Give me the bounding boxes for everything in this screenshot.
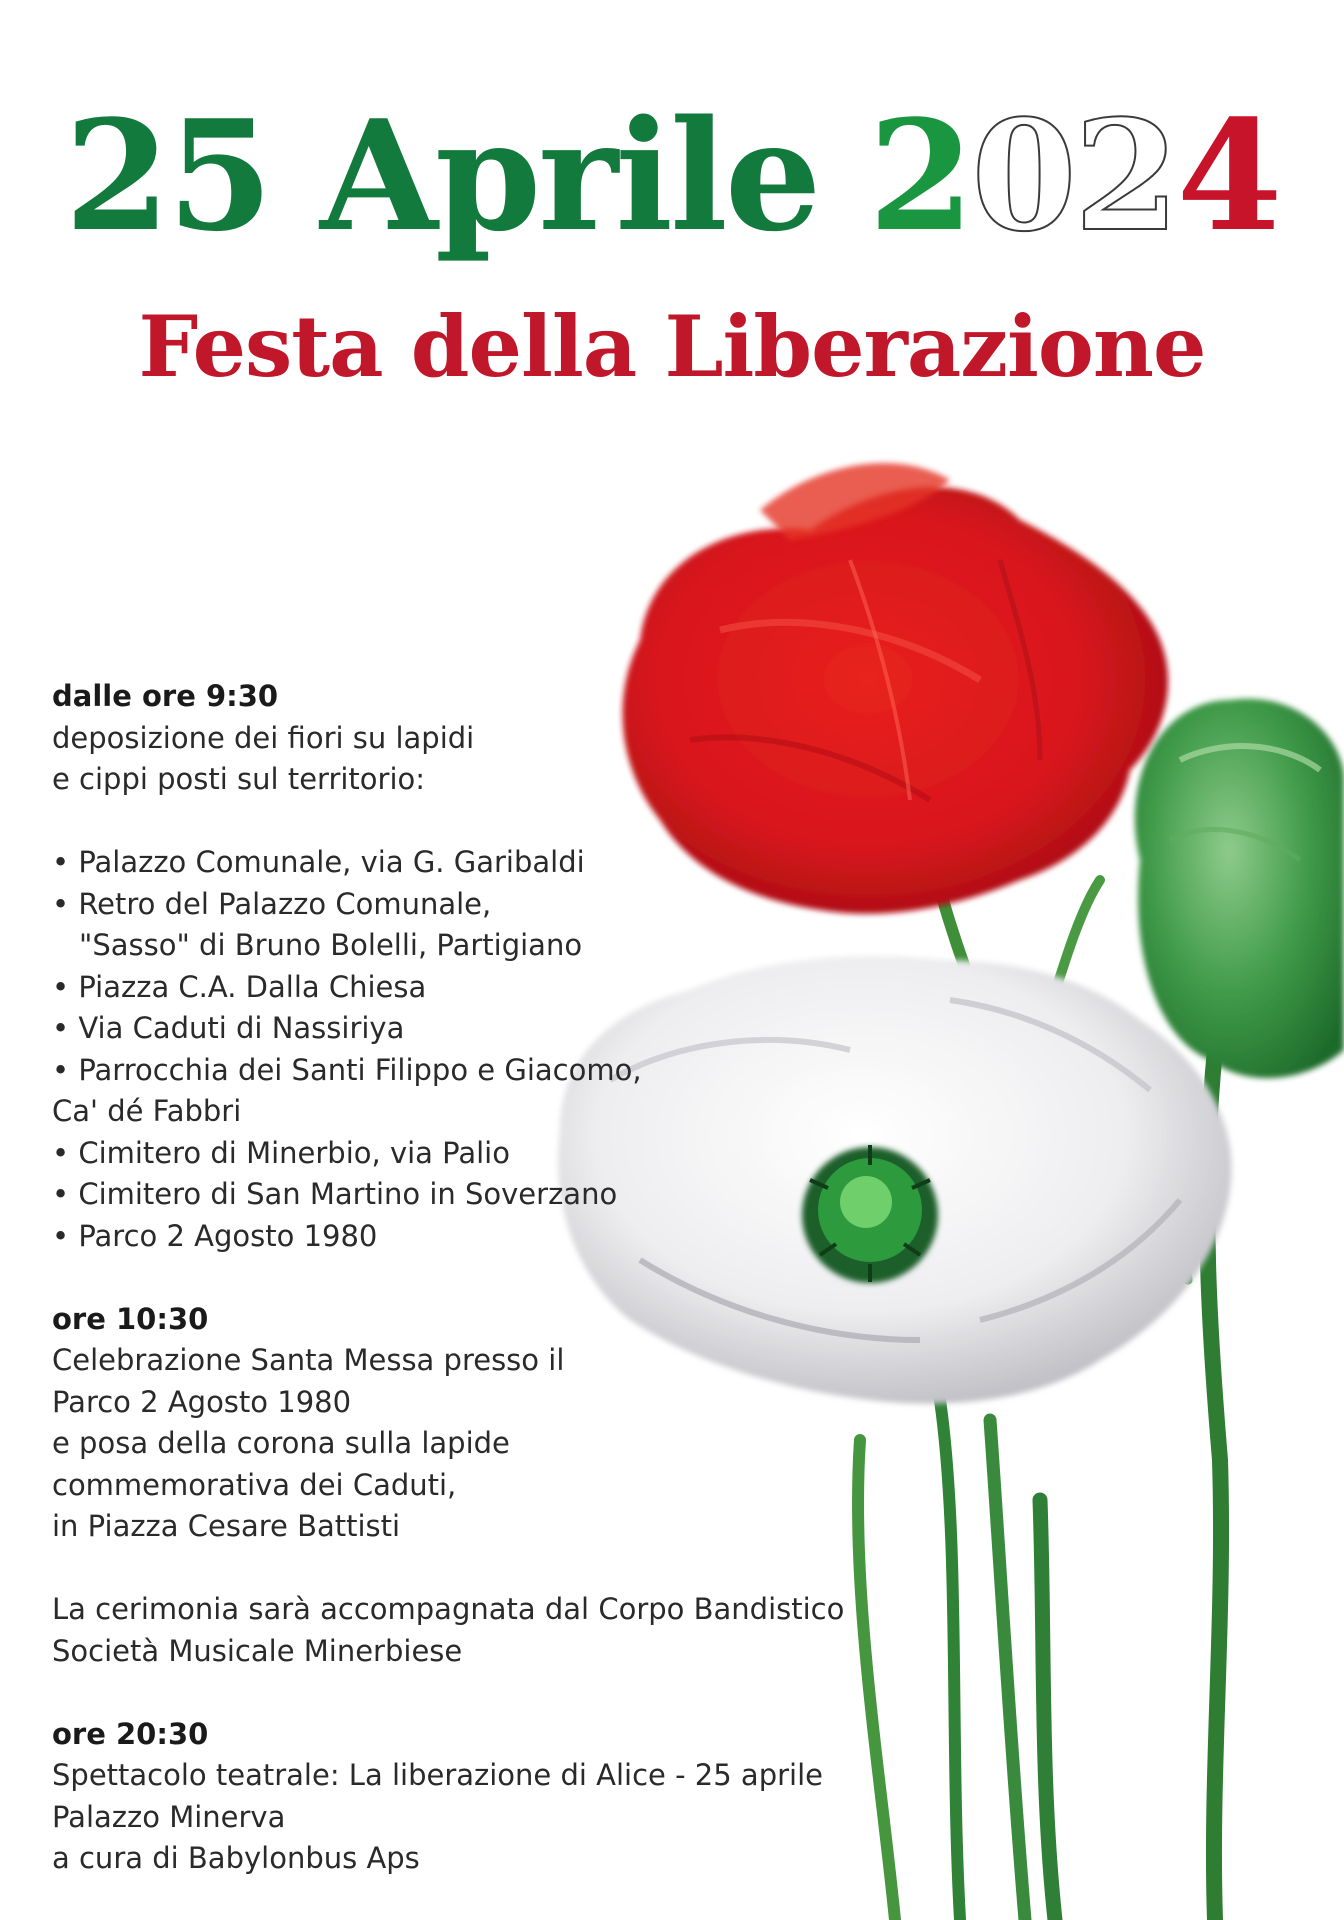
time-morning: dalle ore 9:30 [52, 679, 279, 713]
location-item: • Cimitero di San Martino in Soverzano [52, 1177, 618, 1211]
headline-date: 25 Aprile [64, 86, 869, 265]
location-item: • Cimitero di Minerbio, via Palio [52, 1135, 510, 1170]
program [52, 676, 932, 1880]
band-note: La cerimonia sarà accompagnata dal Corpo Bandistico [52, 1592, 845, 1626]
location-item: "Sasso" di Bruno Bolelli, Partigiano [79, 928, 583, 962]
location-item: • Via Caduti di Nassiriya [52, 1011, 405, 1045]
program-line: e posa della corona sulla lapide [52, 1426, 510, 1460]
program-line: Celebrazione Santa Messa presso il [52, 1343, 565, 1377]
location-item: Ca' dé Fabbri [52, 1094, 242, 1128]
band-note: Società Musicale Minerbiese [52, 1633, 463, 1668]
year-digit-4: 4 [1176, 86, 1280, 265]
headline [0, 88, 1344, 263]
program-line: e cippi posti sul territorio: [52, 762, 426, 796]
location-item: • Palazzo Comunale, via G. Garibaldi [52, 845, 585, 879]
program-line: a cura di Babylonbus Aps [52, 1841, 420, 1875]
location-item: • Parco 2 Agosto 1980 [52, 1218, 378, 1253]
program-line: deposizione dei fiori su lapidi [52, 720, 475, 755]
spacer [52, 801, 932, 843]
program-line: in Piazza Cesare Battisti [52, 1509, 401, 1543]
year-digit-2: 0 [971, 86, 1074, 265]
program-line: commemorativa dei Caduti, [52, 1467, 457, 1502]
program-line: Spettacolo teatrale: La liberazione di Alice - 25 aprile [52, 1758, 823, 1792]
spacer [52, 1672, 932, 1714]
subtitle: Festa della Liberazione [138, 297, 1206, 396]
location-item: • Piazza C.A. Dalla Chiesa [52, 969, 427, 1004]
spacer [52, 1257, 932, 1299]
green-poppy [1135, 699, 1344, 1078]
location-item: • Parrocchia dei Santi Filippo e Giacomo, [52, 1052, 642, 1087]
year-digit-1: 2 [868, 86, 972, 265]
program-line: Parco 2 Agosto 1980 [52, 1384, 352, 1419]
program-line: Palazzo Minerva [52, 1799, 286, 1834]
time-evening: ore 20:30 [52, 1716, 209, 1751]
location-item: • Retro del Palazzo Comunale, [52, 886, 492, 921]
spacer [52, 1548, 932, 1590]
year-digit-3: 2 [1073, 86, 1177, 265]
time-mass: ore 10:30 [52, 1301, 209, 1336]
